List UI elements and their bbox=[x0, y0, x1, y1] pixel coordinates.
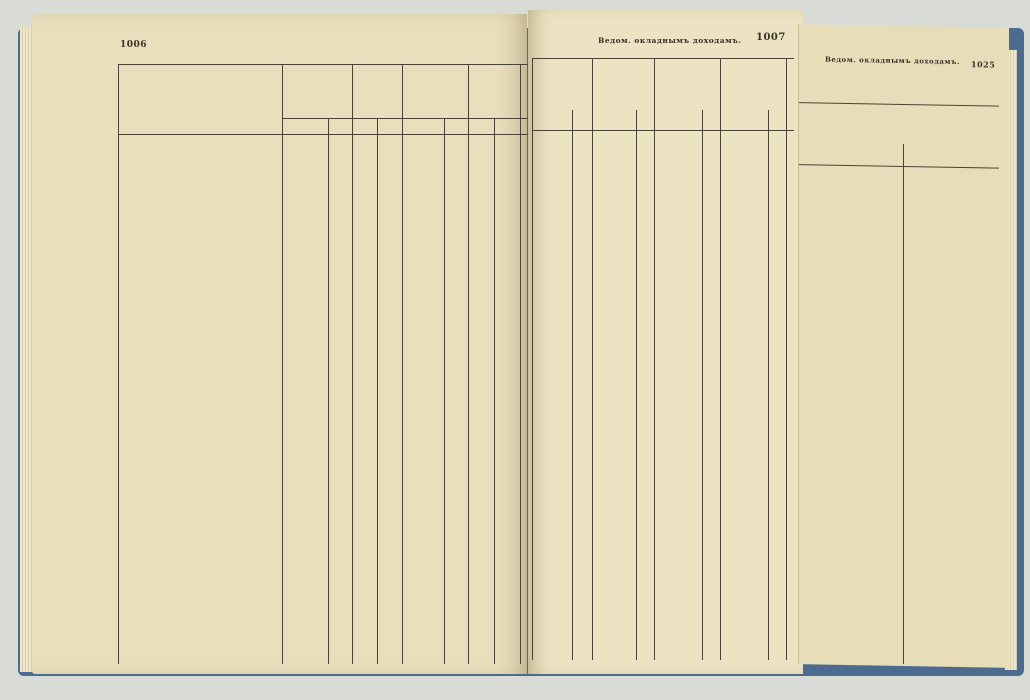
column-rule bbox=[720, 58, 721, 660]
table-header-rule bbox=[282, 118, 528, 119]
sub-column-rule bbox=[494, 118, 495, 664]
fold-value-kopecks bbox=[909, 251, 939, 252]
sub-column-rule bbox=[572, 110, 573, 660]
fold-value-rubles bbox=[809, 508, 899, 510]
fold-value-rubles bbox=[809, 461, 899, 463]
fold-value-rubles bbox=[809, 249, 899, 251]
fold-page-number: 1025 bbox=[971, 59, 996, 70]
fold-value-kopecks bbox=[909, 463, 939, 464]
fold-value-rubles bbox=[809, 484, 899, 486]
fold-value-kopecks bbox=[909, 510, 939, 511]
fold-value-kopecks bbox=[909, 439, 939, 440]
fold-value-rubles bbox=[809, 320, 899, 322]
column-rule bbox=[402, 64, 403, 664]
left-page bbox=[32, 14, 527, 674]
fold-value-rubles bbox=[809, 625, 899, 627]
column-rule bbox=[468, 64, 469, 664]
fold-value-kopecks bbox=[909, 533, 939, 534]
fold-sub-kopecks bbox=[907, 152, 987, 153]
column-rule bbox=[282, 64, 283, 664]
fold-value-kopecks bbox=[909, 228, 939, 229]
fold-value-rubles bbox=[809, 578, 899, 580]
fold-value-kopecks bbox=[909, 322, 939, 323]
column-rule bbox=[654, 58, 655, 660]
fold-sub-rubles bbox=[809, 150, 899, 152]
right-running-head: Ведом. окладнымъ доходамъ. bbox=[598, 36, 742, 45]
fold-value-kopecks bbox=[909, 298, 939, 299]
fold-value-kopecks bbox=[909, 580, 939, 581]
fold-value-rubles bbox=[809, 202, 899, 204]
fold-column-title bbox=[819, 125, 969, 128]
column-rule bbox=[352, 64, 353, 664]
fold-running-head: Ведом. окладнымъ доходамъ. bbox=[825, 54, 960, 66]
left-page-number: 1006 bbox=[120, 40, 148, 50]
fold-value-rubles bbox=[809, 531, 899, 533]
fold-value-kopecks bbox=[909, 275, 939, 276]
fold-table bbox=[799, 24, 1009, 28]
fold-top-rule bbox=[799, 102, 999, 106]
fold-value-rubles bbox=[809, 414, 899, 416]
fold-value-rubles bbox=[809, 226, 899, 228]
column-rule bbox=[532, 58, 533, 660]
fold-value-kopecks bbox=[909, 204, 939, 205]
folded-page bbox=[798, 24, 1009, 668]
column-rule bbox=[786, 58, 787, 660]
left-table-border bbox=[118, 64, 119, 664]
fold-value-kopecks bbox=[909, 557, 939, 558]
sub-column-rule bbox=[444, 118, 445, 664]
fold-value-kopecks bbox=[909, 486, 939, 487]
fold-value-rubles bbox=[809, 602, 899, 604]
fold-value-kopecks bbox=[909, 627, 939, 628]
fold-col-rule bbox=[903, 144, 904, 664]
column-rule bbox=[592, 58, 593, 660]
sub-column-rule bbox=[702, 110, 703, 660]
fold-value-kopecks bbox=[909, 369, 939, 370]
right-page-number: 1007 bbox=[756, 32, 786, 43]
fold-value-rubles bbox=[809, 555, 899, 557]
sub-column-rule bbox=[636, 110, 637, 660]
table-sub-rule bbox=[118, 134, 528, 135]
sub-column-rule bbox=[768, 110, 769, 660]
fold-value-rubles bbox=[809, 367, 899, 369]
right-page bbox=[528, 10, 803, 674]
fold-value-rubles bbox=[809, 437, 899, 439]
sub-column-rule bbox=[377, 118, 378, 664]
fold-value-rubles bbox=[809, 343, 899, 345]
fold-value-kopecks bbox=[909, 392, 939, 393]
fold-value-kopecks bbox=[909, 416, 939, 417]
fold-value-kopecks bbox=[909, 345, 939, 346]
fold-value-rubles bbox=[809, 273, 899, 275]
fold-value-rubles bbox=[809, 296, 899, 298]
table-top-rule bbox=[532, 58, 794, 59]
fold-value-kopecks bbox=[909, 604, 939, 605]
table-top-rule bbox=[118, 64, 528, 65]
fold-sub-rule bbox=[799, 164, 999, 168]
sub-column-rule bbox=[328, 118, 329, 664]
column-rule bbox=[520, 64, 521, 664]
fold-value-rubles bbox=[809, 390, 899, 392]
